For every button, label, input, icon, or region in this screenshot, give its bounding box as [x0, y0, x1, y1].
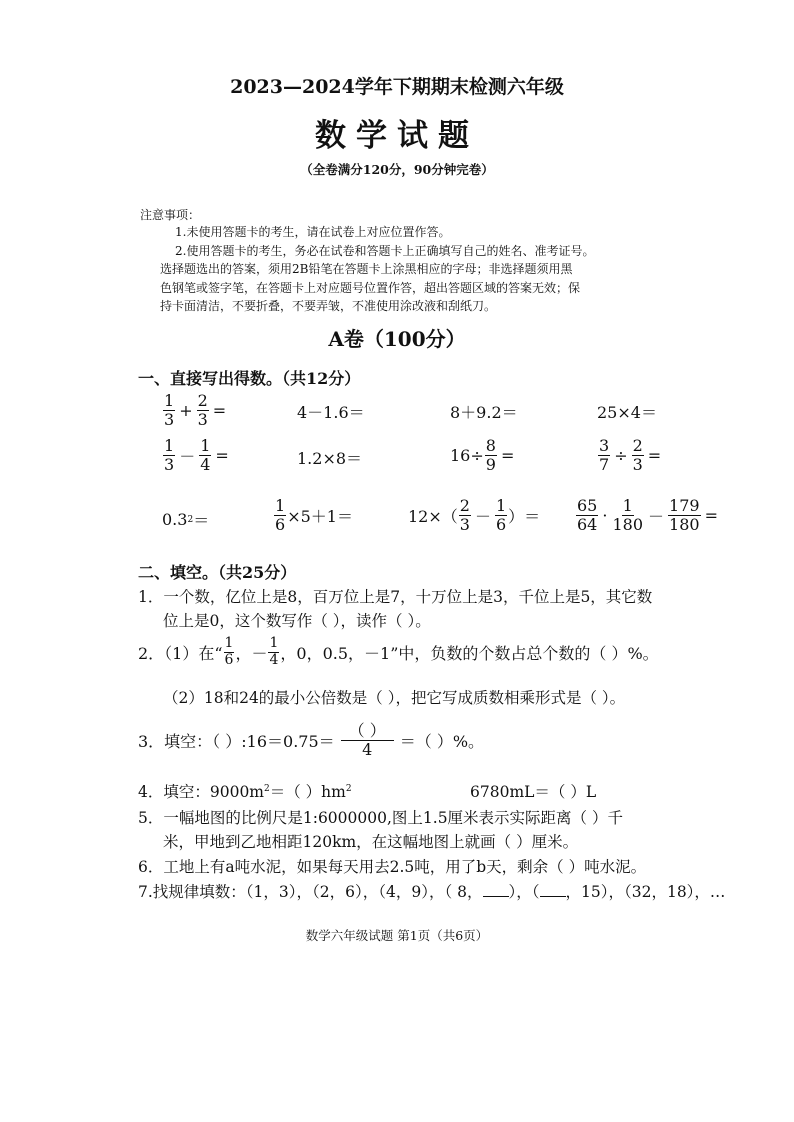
answer-blank[interactable]	[483, 882, 509, 897]
fraction: $\frac{3}{7}$	[599, 436, 610, 474]
exam-header: 2023—2024学年下期期末检测六年级	[230, 76, 564, 98]
calc-2a: $\frac{1}{3}$ － $\frac{1}{4}$ =	[164, 436, 229, 474]
fraction: $\frac{( )}{4}$	[341, 722, 394, 759]
notes-title: 注意事项：	[140, 208, 201, 222]
page-footer: 数学六年级试题 第1页（共6页）	[305, 928, 489, 943]
question-5-line2: 米，甲地到乙地相距120km，在这幅地图上就画（ ）厘米。	[163, 833, 579, 851]
part2-heading: 二、填空。（共25分）	[138, 563, 297, 582]
fraction: $\frac{2}{3}$	[459, 496, 470, 534]
note-line: 2.使用答题卡的考生，务必在试卷和答题卡上正确填写自己的姓名、准考证号。	[175, 244, 595, 258]
fraction: $\frac{1}{4}$	[200, 436, 211, 474]
question-5-line1: 5．一幅地图的比例尺是1:6000000,图上1.5厘米表示实际距离（ ）千	[138, 809, 623, 827]
calc-1b: 4－1.6＝	[297, 403, 365, 422]
question-3: 3．填空：（ ）:16＝0.75＝ $\frac{( )}{4}$ ＝（ ）%。	[138, 721, 485, 759]
question-6: 6．工地上有a吨水泥，如果每天用去2.5吨，用了b天，剩余（ ）吨水泥。	[138, 858, 647, 876]
calc-2d: $\frac{3}{7}$ ÷ $\frac{2}{3}$ =	[599, 436, 662, 474]
question-1-line2: 位上是0，这个数写作（ ），读作（ ）。	[163, 612, 431, 630]
question-4a: 4．填空：$9000m^2=$（ ）$hm^2$	[138, 783, 352, 801]
calc-2c: 16÷ $\frac{8}{9}$ =	[450, 436, 515, 474]
fraction: $\frac{2}{3}$	[197, 391, 208, 429]
calc-1c: 8＋9.2＝	[450, 403, 518, 422]
section-a-title: A卷（100分）	[328, 327, 466, 351]
answer-blank[interactable]	[540, 882, 566, 897]
note-line: 持卡面清洁，不要折叠，不要弄皱，不准使用涂改液和刮纸刀。	[160, 299, 497, 313]
question-2-1: 2．（1）在“ $\frac{1}{6}$ ，－ $\frac{1}{4}$ ，0，0.5，－1”中，负数的个数占总个数的（ ）%。	[138, 635, 659, 668]
exam-subtitle: （全卷满分120分，90分钟完卷）	[300, 162, 494, 177]
fraction: $\frac{65}{64}$	[577, 496, 598, 534]
fraction: $\frac{1}{4}$	[269, 635, 279, 668]
calc-1a: $\frac{1}{3}$ + $\frac{2}{3}$ =	[164, 391, 227, 429]
fraction: $\frac{179}{180}$	[669, 496, 700, 534]
calc-1d: 25×4＝	[597, 403, 657, 422]
calc-3b: $\frac{1}{6}$ ×5＋1＝	[275, 496, 353, 534]
fraction: $\frac{1}{3}$	[164, 391, 175, 429]
calc-3a: 0.3 2 ＝	[162, 510, 210, 530]
part1-heading: 一、直接写出得数。（共12分）	[138, 369, 361, 388]
fraction: $\frac{1}{6}$	[495, 496, 507, 534]
exam-title: 数学试题	[315, 118, 479, 154]
question-2-2: （2）18和24的最小公倍数是（ ），把它写成质数相乘形式是（ ）。	[163, 689, 626, 707]
fraction: $\frac{2}{3}$	[632, 436, 643, 474]
note-line: 色钢笔或签字笔，在答题卡上对应题号位置作答，超出答题区域的答案无效；保	[160, 281, 581, 295]
fraction: $\frac{1}{180}$	[612, 496, 643, 534]
calc-3c: 12×（ $\frac{2}{3}$ － $\frac{1}{6}$ ）＝	[408, 496, 541, 534]
note-line: 选择题选出的答案，须用2B铅笔在答题卡上涂黑相应的字母；非选择题须用黑	[160, 262, 573, 276]
fraction: $\frac{1}{6}$	[224, 635, 234, 668]
calc-2b: 1.2×8＝	[297, 449, 363, 468]
calc-3d: $\frac{65}{64}$ · $\frac{1}{180}$ － $\frac{179}{180}$ =	[577, 496, 718, 534]
question-1-line1: 1．一个数，亿位上是8，百万位上是7，十万位上是3，千位上是5，其它数	[138, 588, 653, 606]
question-4b: 6780mL＝（ ）L	[470, 783, 597, 801]
fraction: $\frac{8}{9}$	[485, 436, 496, 474]
note-line: 1.未使用答题卡的考生，请在试卷上对应位置作答。	[175, 225, 451, 239]
fraction: $\frac{1}{3}$	[164, 436, 175, 474]
question-7: 7.找规律填数：（1，3），（2，6），（4，9），（ 8， ），（ ，15），（32，18），…	[138, 883, 726, 901]
fraction: $\frac{1}{6}$	[275, 496, 286, 534]
